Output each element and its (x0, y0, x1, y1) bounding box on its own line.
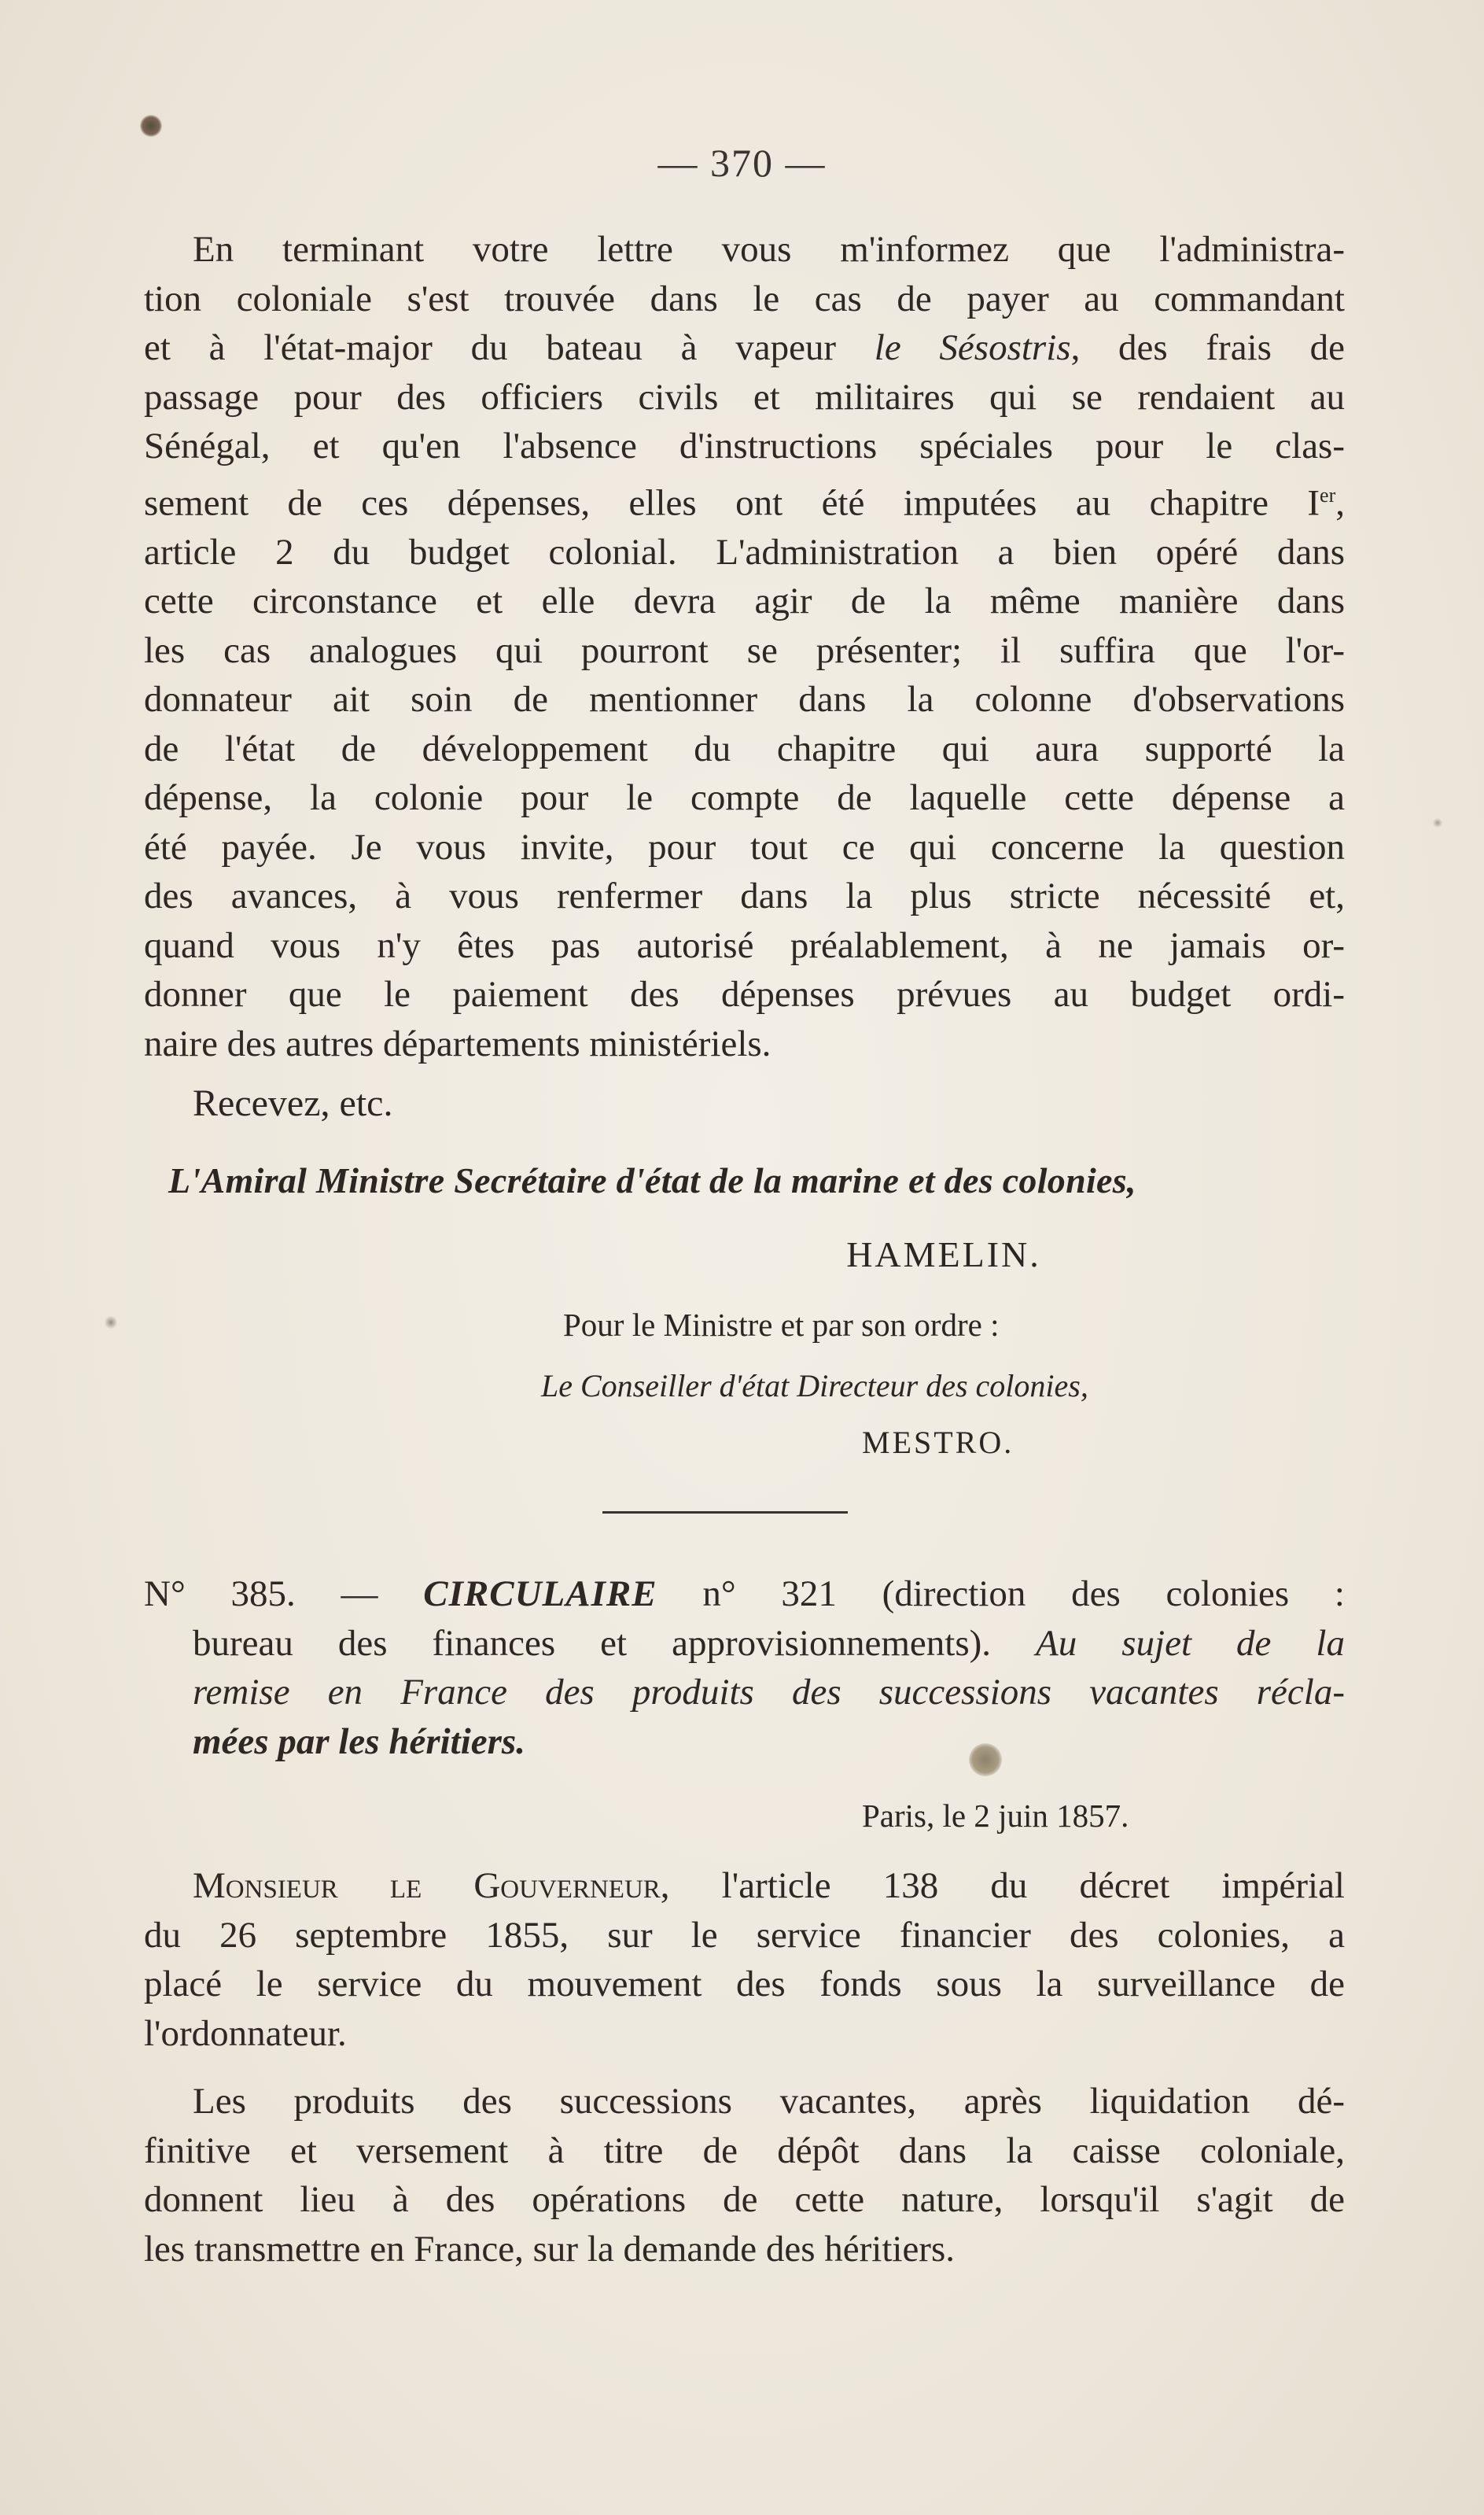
text-fragment: , des frais de (1070, 327, 1345, 368)
circular-heading (144, 1569, 1345, 1766)
director-name: MESTRO. (862, 1425, 1014, 1460)
text-fragment: et à l'état-major du bateau à vapeur (144, 327, 875, 368)
text-line: les transmettre en France, sur la demande des héritiers. (144, 2228, 955, 2270)
text-line: article 2 du budget colonial. L'administration a bien opéré dans (144, 531, 1345, 573)
text-line: cette circonstance et elle devra agir de la même manière dans (144, 581, 1345, 622)
section-divider (602, 1511, 848, 1514)
text-line: Sénégal, et qu'en l'absence d'instructions spéciales pour le clas- (144, 426, 1345, 466)
paragraph-2 (144, 1861, 1345, 2058)
text-line: les cas analogues qui pourront se présenter; il suffira que l'or- (144, 629, 1345, 671)
salutation: Monsieur le Gouverneur (193, 1865, 661, 1906)
text-line: passage pour des officiers civils et militaires qui se rendaient au (144, 376, 1345, 418)
page-number: — 370 — (657, 141, 827, 185)
order-line: Pour le Ministre et par son ordre : (563, 1307, 1000, 1343)
text-line: donnent lieu à des opérations de cette nature, lorsqu'il s'agit de (144, 2179, 1345, 2220)
text-line: donnateur ait soin de mentionner dans la colonne d'observations (144, 679, 1345, 721)
circular-subject: Au sujet de la (1036, 1622, 1345, 1664)
text-line: placé le service du mouvement des fonds sous la surveillance de (144, 1964, 1345, 2004)
ship-name: le Sésostris (874, 327, 1071, 368)
chapter-superscript: er (1320, 483, 1336, 507)
text-line: l'ordonnateur. (144, 2012, 347, 2054)
intro-paragraph (144, 225, 1345, 1068)
text-line (144, 1861, 1345, 1911)
text-fragment: , l'article 138 du décret impérial (660, 1865, 1345, 1906)
text-fragment: n° 321 (direction des colonies : (657, 1573, 1345, 1614)
text-line (144, 1569, 1345, 1619)
signature-name: HAMELIN. (846, 1234, 1041, 1274)
signature-title: L'Amiral Ministre Secrétaire d'état de la marine et des colonies, (168, 1160, 1136, 1200)
text-line (144, 471, 1345, 528)
text-line (144, 1619, 1345, 1669)
director-line: Le Conseiller d'état Directeur des colonies, (541, 1368, 1088, 1403)
text-line: dépense, la colonie pour le compte de laquelle cette dépense a (144, 777, 1345, 819)
text-fragment: sement de ces dépenses, elles ont été imputées au chapitre I (144, 482, 1320, 524)
text-line: de l'état de développement du chapitre qui aura supporté la (144, 728, 1345, 769)
closing-formula: Recevez, etc. (193, 1082, 393, 1124)
ink-spot-decoration (140, 115, 162, 137)
text-line: donner que le paiement des dépenses prévues au budget ordi- (144, 974, 1345, 1016)
text-line: En terminant votre lettre vous m'informez que l'administra- (193, 229, 1345, 270)
text-line: naire des autres départements ministériels. (144, 1023, 771, 1064)
text-line: des avances, à vous renfermer dans la plus stricte nécessité et, (144, 876, 1345, 917)
text-line: Les produits des successions vacantes, après liquidation dé- (193, 2081, 1345, 2122)
circular-title: CIRCULAIRE (423, 1573, 657, 1614)
text-line: du 26 septembre 1855, sur le service financier des colonies, a (144, 1914, 1345, 1956)
ink-spot-decoration (1433, 818, 1442, 828)
text-line (144, 323, 1345, 373)
circular-number: N° 385. — (144, 1573, 424, 1614)
text-line: quand vous n'y êtes pas autorisé préalablement, à ne jamais or- (144, 924, 1345, 966)
text-line: finitive et versement à titre de dépôt dans la caisse coloniale, (144, 2130, 1345, 2171)
text-fragment: , (1335, 482, 1345, 524)
circular-subject: mées par les héritiers. (193, 1720, 525, 1762)
text-fragment: bureau des finances et approvisionnements). (193, 1622, 1037, 1664)
paragraph-3 (144, 2077, 1345, 2273)
ink-spot-decoration (105, 1316, 117, 1329)
text-line: tion coloniale s'est trouvée dans le cas de payer au commandant (144, 278, 1345, 319)
circular-subject: remise en France des produits des successions vacantes récla- (193, 1672, 1345, 1713)
text-line: été payée. Je vous invite, pour tout ce qui concerne la question (144, 826, 1345, 868)
date-line: Paris, le 2 juin 1857. (862, 1798, 1129, 1834)
